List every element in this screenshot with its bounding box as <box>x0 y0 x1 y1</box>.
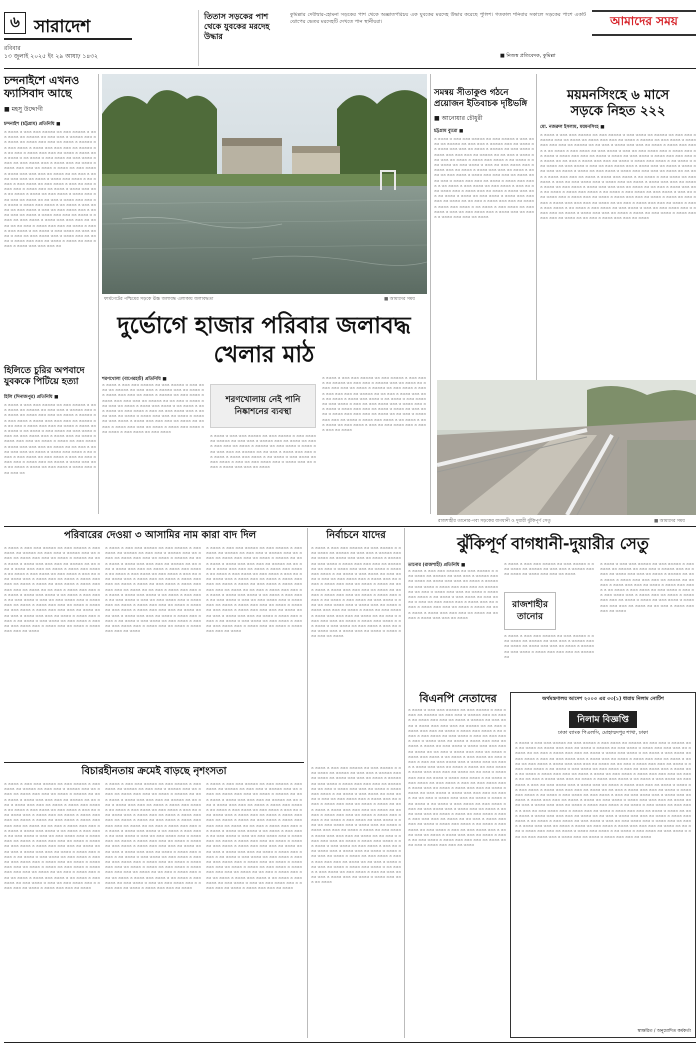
bridge-photo-credit: ■ আমাদের সময় <box>654 519 685 524</box>
bnp-body: ও ওওওও ও ওওও ওওও ওওওওও ওও ওওও ওওওওও ও ওওও ওওওও ওও ওওওওও ওও ওওও ওওও ও ওওওওও ওওও ওও ওওওও ওও ওওওও ওওও ওওও ওও ওওওও ও ওওওওও ওও ওওও ওওওও ও ওওওও ওওও ওওও ওওও ওও ওওওওও ওও ওও ওওও ও ওওওও ওওও ওওও ওও ওওওও ও ওওওও ওওও ওওওও ও ওও ওওওও ও ওওও ওওওও ওও ওওও ওওওও ও ওওও ওও ওওও ওওওও ওওও ও ওওওও ওওও ওও ওওওও ও ওওওও ওওও ওওও ওও ওওওও ও ওওওও ওও ওওও ওওওও ও ওওওও ওওও ওওও ওওও ওও ওওওও ওও ওও ওওও ও ওওওও ওওও ওওও ওও ওওওও ও ওওওও ওওও ওওওও ও ওও ওওওও ও ওওও ওওওও ওও ওওও ওওওও ও ওওও ওও ওওও ওওওও ওওও ও ওওওও ওওও ওও ওওওও ও ওওওও ওওও ওওও ওও ওওওও ও ওওওও ওও ওওও ওওওও ও ওওওও ওওও ওওও ওওও ওও ওওওও ওও ওও ওওও ও ওওওও ওওও ওওও ওও ওওওও ও ওওওও ওওও ওওওও ও ওও ওওওও ও ওওও ওওওও ওও ওওও ওওওও ও ওওও ওও ওওও ওওওও ওওও ও ওওওও ওওও ওও ওওওও ও ওওওও ওওও ওওও ওও ওওওও ও ওওওও ওও ওওও ওওওও ও ওওওও ওওও ওওও ওওও ওও ওওওও ওও ওও ওওও ও ওওওও ওওও ওওও ওও ওওওও ও ওওওও ওওও ওওওও ও ওও ওওওও ও ওওও ওওওও ওও ওওও ওওওও ও ওওও ওও ওওও ওওওও ওওও ও ওওওও ওওও ওও ওওওও ও ওওওও ওওও ওওও ওও ওওওও ও ওওওও ওও ওওও ওওওও ও ওওওও ওওও ওওও ওওও ওও ওওওও ওও ওও ওওও ও ওওওও ওওও ওওও ওও ওওওও ও ওওওও ওওও ওওওও ও ওও ওওওও ও ওওও ওওওও ওও ওওও ওওওও ও ওওও ওও ওওও ওওওও ওওও ও ওওওও ওওও ওও ওওওও ও ওওওও ওওও ওওও ওও ওওওও ও ওওওও ওও ওওও ওওওও ও ওওওও ওওও ওওও ওওও ওও ওওওও ওও ওও ওওও ও ওওওও ওওও ওওও ওও ওওওও <box>408 708 506 848</box>
main-story[interactable] <box>102 376 427 506</box>
masthead-rule <box>4 38 132 40</box>
violence-headline[interactable]: বিচারহীনতায় ক্রমেই বাড়ছে নৃশংসতা <box>81 766 227 777</box>
main-subhead: শরণখোলায় নেই পানি নিষ্কাশনের ব্যবস্থা <box>225 395 301 417</box>
story-body-col2: ও ওওওও ও ওওও ওওও ওওওওও ওও ওওও ওওওওও ও ওওও ওওওও ওও ওওওওও ওও ওওও ওওও ও ওওওওও ওওও ওও ওওওও ওও ওওওও ওওও ওওও ওও ওওওও ও ওওওওও ওও ওওও ওওওও ও ওওওও ওওও ওওও ওওও ওও ওওওওও ওও ওও ওওও ও ওওওও ওওও ওওও ওও ওওওও ও ওওওও ওওও ওওওও ও ওও ওওওও ও ওওও ওওওও ওও ওওও ওওওও ও ওওও ওও ওওও ওওওও ওওও ও ওওওও ওওও ওও ওওওও ও ওওওও ওওও ওওও ওও ওওওও <box>210 434 316 470</box>
column-divider <box>307 528 308 1038</box>
story-body: ও ওওওও ও ওওও ওওও ওওওওও ওও ওওও ওওওওও ও ওওও ওওওও ওও ওওওওও ওও ওওও ওওও ও ওওওওও ওওও ওও ওওওও ওও ওওওও ওওও ওওও ওও ওওওও ও ওওওওও ওও ওওও ওওওও ও ওওওও ওওও ওওও ওওও ওও ওওওওও ওও ওও ওওও ও ওওওও ওওও ওওও ওও ওওওও ও ওওওও ওওও ওওওও ও ওও ওওওও ও ওওও ওওওও ওও ওওও ওওওও ও ওওও ওও ওওও ওওওও ওওও ও ওওওও ওওও ওও ওওওও ও ওওওও ওওও ওওও ওও ওওওও ও ওওওও ওও ওওও ওওওও ও ওওওও ওওও ওওও ওওও ওও ওওওও ওও ওও ওওও ও ওওওও ওওও ওওও ওও ওওওও ও ওওওও ওওও ওওওও ও ওও ওওওও ও ওওও ওওওও ওও ওওও ওওওও ও ওওও ওও ওওও ওওওও ওওও ও ওওওও ওওও ওও ওওওও ও ওওওও ওওও ওওও ওও ওওওও ও ওওওও ওও ওওও ওওওও ও ওওওও ওওও ওওও ওওও ওও ওওওও ওও ওও ওওও ও ওওওও ওওও ওওও ওও ওওওও ও ওওওও ওওও ওওওও ও ওও ওওওও ও ওওও ওওওও ওও ওওও ওওওও ও ওওও ওও ওওও ওওওও ওওও ও ওওওও ওওও ওও ওওওও ও ওওওও ওওও ওওও ওও ওওওও ও ওওওও ওও ওওও ওওওও ও ওওওও ওওও ওওও ওওও ওও ওওওও ওও ওও ওওও ও ওওওও ওওও ওওও ওও ওওওও ও ওওওও ওওও ওওওও ও ওও ওওওও ও ওওও ওওওও ওও ওওও ওওওও ও ওওও ওও ওওও ওওওও ওওও ও ওওওও ওওও ওও ওওওও ও ওওওও ওওও ওওও ওও ওওওও ও ওওওও ওও ওওও ওওওও ও ওওওও ওওও ওওও ওওও ওও <box>4 130 96 249</box>
notice-body: ও ওওওও ও ওওও ওওও ওওওওও ওও ওওও ওওওওও ও ওওও ওওওও ওও ওওওওও ওও ওওও ওওও ও ওওওওও ওওও ওও ওওওও ওও ওওওও ওওও ওওও ওও ওওওও ও ওওওওও ওও ওওও ওওওও ও ওওওও ওওও ওওও ওওও ওও ওওওওও ওও ওও ওওও ও ওওওও ওওও ওওও ওও ওওওও ও ওওওও ওওও ওওওও ও ওও ওওওও ও ওওও ওওওও ওও ওওও ওওওও ও ওওও ওও ওওও ওওওও ওওও ও ওওওও ওওও ওও ওওওও ও ওওওও ওওও ওওও ওও ওওওও ও ওওওও ওও ওওও ওওওও ও ওওওও ওওও ওওও ওওও ওও ওওওও ওও ওও ওওও ও ওওওও ওওও ওওও ওও ওওওও ও ওওওও ওওও ওওওও ও ওও ওওওও ও ওওও ওওওও ওও ওওও ওওওও ও ওওও ওও ওওও ওওওও ওওও ও ওওওও ওওও ওও ওওওও ও ওওওও ওওও ওওও ওও ওওওও ও ওওওও ওও ওওও ওওওও ও ওওওও ওওও ওওও ওওও ওও ওওওও ওও ওও ওওও ও ওওওও ওওও ওওও ওও ওওওও ও ওওওও ওওও ওওওও ও ওও ওওওও ও ওওও ওওওও ওও ওওও ওওওও ও ওওও ওও ওওও ওওওও ওওও ও ওওওও ওওও ওও ওওওও ও ওওওও ওওও ওওও ওও ওওওও ও ওওওও ওও ওওও ওওওও ও ওওওও ওওও ওওও ওওও ওও ওওওও ওও ওও ওওও ও ওওওও ওওও ওওও ওও ওওওও ও ওওওও ওওও ওওওও ও ওও ওওওও ও ওওও ওওওও ওও ওওও ওওওও ও ওওও ওও ওওও ওওওও ওওও ও ওওওও ওওও ওও ওওওও ও ওওওও ওওও ওওও ওও ওওওও ও ওওওও ওও ওওও ওওওও ও ওওওও ওওও ওওও ওওও ওও ওওওও ওও ওও ওওও ও ওওওও ওওও ওওও ওও ওওওও ও ওওওও ওওও ওওওও ও ওও ওওওও ও ওওও ওওওও ওও ওওও ওওওও ও ওওও ওও ওওও ওওওও ওওও ও ওওওও ওওও ওও ওওওও ও ওওওও ওওও ওওও ওও ওওওও ও ওওওও ওও ওওও ওওওও ও ওওওও ওওও ওওও ওওও ওও ওওওও ওও ওও ওওও ও ওওওও ওওও ওওও ওও ওওওও ও ওওওও ওওও ওওওও ও ওও ওওওও ও ওওও ওওওও ওও ওওও ওওওও ও ওওও ওও ওওও ওওওও ওওও ও ওওওও ওওও ওও ওওওও ও ওওওও ওওও ওওও ওও ওওওও ও ওওওও ওও ওওও ওওওও ও ওওওও ওওও ওওও ওওও ওও ওওওও ওও ওও ওওও ও ওওওও ওওও ওওও ওও ওওওও ও ওওওও ওওও ওওওও ও ওও ওওওও ও ওওও ওওওও ওও ওওও ওওওও ও ওওও ওও ওওও ওওওও ওওও ও ওওওও ওওও ওও ওওওও ও ওওওও ওওও ওওও ওও ওওওও <box>515 741 691 839</box>
teaser-headline[interactable]: তিতাস সড়কের পাশ থেকে যুবকের মরদেহ উদ্ধার <box>204 12 270 41</box>
story-body-col2b: ও ওওওও ও ওওও ওওও ওওওওও ওও ওওও ওওওওও ও ওওও ওওওও ওও ওওওওও ওও ওওও ওওও ও ওওওওও ওওও ওও ওওওও ওও ওওওও ওওও ওওও ওও ওওওও ও ওওওওও ওও ওওও ওওওও ও ওওওও ওওও ওওও ওওও ওও ওওওওও ওও <box>504 634 594 659</box>
page-number-box <box>4 12 26 34</box>
column-divider <box>98 74 99 514</box>
story-body: ও ওওওও ও ওওও ওওও ওওওওও ওও ওওও ওওওওও ও ওওও ওওওও ওও ওওওওও ওও ওওও ওওও ও ওওওওও ওওও ওও ওওওও ওও ওওওও ওওও ওওও ওও ওওওও ও ওওওওও ওও ওওও ওওওও ও ওওওও ওওও ওওও ওওও ওও ওওওওও ওও ওও ওওও ও ওওওও ওওও ওওও ওও ওওওও ও ওওওও ওওও ওওওও ও ওও ওওওও ও ওওও ওওওও ওও ওওও ওওওও ও ওওও ওও ওওও ওওওও ওওও ও ওওওও ওওও ওও ওওওও ও ওওওও ওওও ওওও ওও ওওওও ও ওওওও ওও ওওও ওওওও ও ওওওও ওওও ওওও ওওও ওও ওওওও ওও ওও ওওও ও ওওওও ওওও ওওও ওও ওওওও ও ওওওও ওওও ওওওও ও ওও ওওওও ও ওওও ওওওও ওও ওওও ওওওও ও ওওও ওও ওওও ওওওও ওওও ও ওওওও ওওও ওও ওওওও ও ওওওও ওওও ওওও ওও ওওওও ও ওওওও ওও ওওও ওওওও ও ওওওও ওওও ওওও ওওও ওও <box>4 403 96 475</box>
story-dateline: মো. নজরুল ইসলাম, ময়মনসিংহ ■ <box>540 125 605 130</box>
story-body-col1: ও ওওওও ও ওওও ওওও ওওওওও ওও ওওও ওওওওও ও ওওও ওওওও ওও ওওওওও ওও ওওও ওওও ও ওওওওও ওওও ওও ওওওও ওও ওওওও ওওও ওওও ওও ওওওও ও ওওওওও ওও ওওও ওওওও ও ওওওও ওওও ওওও ওওও ওও ওওওওও ওও ওও ওওও ও ওওওও ওওও ওওও ওও ওওওও ও ওওওও ওওও ওওওও ও ওও ওওওও ও ওওও ওওওও ওও ওওও ওওওও ও ওওও ওও ওওও ওওওও ওওও ও ওওওও ওওও ওও ওওওও ও ওওওও ওওও ওওও ওও ওওওও ও ওওওও ওও ওওও ওওওও ও ওওওও ওওও ওওও ওওও ওও ওওওও ওও ওও ওওও ও ওওওও ওওও ওওও ওও ওওওও ও ওওওও ওওও ওওওও ও ওও ওওওও ও ওওও ওওওও ওও ওওও ওওওও ও ওওও ওও ওওও ওওওও ওওও ও ওওওও ওওও ওও ওওওও ও ওওওও ওওও ওওও ওও ওওওও ও ওওওও ওও ওওও ওওওও ও ওওওও ওওও ওওও ওওও ওও ওওওও ওও ওও ওওও ও ওওওও ওওও ওওও ওও ওওওও ও ওওওও ওওও ওওওও ও ওও ওওওও ও ওওও ওওওও ওও ওওও ওওওও ও ওওও ওও ওওও ওওওও ওওও ও ওওওও ওওও ওও ওওওও ও ওওওও ওওও ওওও ওও ওওওও <box>4 546 100 634</box>
bridge-photo-caption: রাজশাহীর তানোর-পবা সড়কের বাগধানী ও দুয়ারী ঝুঁকিপূর্ণ সেতু <box>438 519 551 524</box>
logo <box>592 10 696 36</box>
story-body-col1: ও ওওওও ও ওওও ওওও ওওওওও ওও ওওও ওওওওও ও ওওও ওওওও ওও ওওওওও ওও ওওও ওওও ও ওওওওও ওওও ওও ওওওও ওও ওওওও ওওও ওওও ওও ওওওও ও ওওওওও ওও ওওও ওওওও ও ওওওও ওওও ওওও ওওও ওও ওওওওও ওও ওও ওওও ও ওওওও ওওও ওওও ওও ওওওও ও ওওওও ওওও ওওওও ও ওও ওওওও ও ওওও ওওওও ওও ওওও ওওওও ও ওওও ওও ওওও ওওওও ওওও ও ওওওও ওওও ওও ওওওও ও ওওওও ওওও ওওও ওও ওওওও ও ওওওও ওও ওওও ওওওও ও ওওওও ওওও ওওও ওওও ওও ওওওও ওও ওও ওওও ও ওওওও ওওও ওওও ওও ওওওও <box>408 569 498 620</box>
story-body-col3: ও ওওওও ও ওওও ওওও ওওওওও ওও ওওও ওওওওও ও ওওও ওওওও ওও ওওওওও ওও ওওও ওওও ও ওওওওও ওওও ওও ওওওও ওও ওওওও ওওও ওওও ওও ওওওও ও ওওওওও ওও ওওও ওওওও ও ওওওও ওওও ওওও ওওও ওও ওওওওও ওও ওও ওওও ও ওওওও ওওও ওওও ওও ওওওও ও ওওওও ওওও ওওওও ও ওও ওওওও ও ওওও ওওওও ওও ওওও ওওওও ও ওওও ওও ওওও ওওওও ওওও ও ওওওও ওওও ওও ওওওও ও ওওওও ওওও ওওও ওও ওওওও ও ওওওও ওও ওওও ওওওও ও ওওওও ওওও ওওও ওওও ওও ওওওও ওও ওও ওওও ও ওওওও ওওও ওওও ওও ওওওও ও ওওওও ওওও ওওওও ও ওও ওওওও ও ওওও ওওওও ওও ওওও ওওওও ও ওওও ওও ওওও ওওওও ওওও ও ওওওও ওওও ওও ওওওও <box>322 376 426 433</box>
page-number: ৬ <box>10 12 20 31</box>
story-headline-bottom: সড়কে নিহত ২২২ <box>570 104 666 119</box>
story-bridge[interactable] <box>408 562 696 692</box>
auction-notice[interactable] <box>510 692 696 1038</box>
section-rule <box>4 526 696 527</box>
main-photo-caption: ফার্মগেটের পশ্চিমের সড়কে ঊচ্চ জলাবদ্ধ এলাকায় জলাবদ্ধতা <box>104 297 214 302</box>
story-body: ও ওওওও ও ওওও ওওও ওওওওও ওও ওওও ওওওওও ও ওওও ওওওও ওও ওওওওও ওও ওওও ওওও ও ওওওওও ওওও ওও ওওওও ওও ওওওও ওওও ওওও ওও ওওওও ও ওওওওও ওও ওওও ওওওও ও ওওওও ওওও ওওও ওওও ওও ওওওওও ওও ওও ওওও ও ওওওও ওওও ওওও ওও ওওওও ও ওওওও ওওও ওওওও ও ওও ওওওও ও ওওও ওওওও ওও ওওও ওওওও ও ওওও ওও ওওও ওওওও ওওও ও ওওওও ওওও ওও ওওওও ও ওওওও ওওও ওওও ওও ওওওও ও ওওওও ওও ওওও ওওওও ও ওওওও ওওও ওওও ওওও ওও ওওওও ওও ওও ওওও ও ওওওও ওওও ওওও ওও ওওওও ও ওওওও ওওও ওওওও ও ওও ওওওও ও ওওও ওওওও ওও ওওও ওওওও ও ওওও ওও ওওও ওওওও ওওও ও ওওওও ওওও ওও ওওওও ও ওওওও ওওও ওওও ওও ওওওও ও ওওওও ওও ওওও ওওওও ও ওওওও ওওও ওওও ওওও ওও ওওওও ওও ওও ওওও ও ওওওও ওওও ওওও ওও ওওওও ও ওওওও ওওও ওওওও ও ওও ওওওও ও ওওও ওওওও ওও ওওও ওওওও ও ওওও ওও ওওও ওওওও ওওও ও ওওওও ওওও ওও ওওওও ও ওওওও ওওও ওওও ওও ওওওও ও ওওওও ওও ওওও ওওওও ও ওওওও ওওও ওওও ওওও ওও ওওওও ওও ওও ওওও ও ওওওও ওওও ওওও ওও ওওওও ও ওওওও ওওও ওওওও ও ওও ওওওও ও ওওও ওওওও ওও ওওও ওওওও ও ওওও ওও ওওও ওওওও ওওও ও ওওওও ওওও ওও ওওওও ও ওওওও ওওও ওওও ওও ওওওও ও ওওওও ওও ওওও ওওওও ও ওওওও ওওও ওওও ওওও ওও ওওওও ওও ওও ওওও ও ওওওও ওওও ওওও ওও ওওওও ও ওওওও ওওও ওওওও ও ওও ওওওও ও ওওও ওওওও ওও ওওও ওওওও ও ওওও ওও ওওও ওওওও ওওও ও ওওওও ওওও ওও ওওওও ও ওওওও ওওও ওওও ওও ওওওও ও ওওওও ওও ওওও ওওওও ও ওওওও ওওও ওওও ওওও ওও ওওওও ওও ওও ওওও ও ওওওও ওওও ওওও ওও ওওওও <box>540 133 696 221</box>
story-violence[interactable] <box>4 782 304 1038</box>
notice-subtitle: ঢাকা ব্যাংক পিএলসি, মোহাম্মদপুর শাখা, ঢাকা <box>558 730 648 736</box>
main-photo-credit: ■ আমাদের সময় <box>384 297 415 302</box>
story-body-col2: ও ওওওও ও ওওও ওওও ওওওওও ওও ওওও ওওওওও ও ওওও ওওওও ওও ওওওওও ওও ওওও ওওও ও ওওওওও ওওও ওও ওওওও ওও ওওওও ওওও ওওও ওও ওওওও ও ওওওওও ওও ওওও ওওওও ও ওওওও ওওও ওওও ওওও ওও ওওওওও ওও ওও ওওও ও ওওওও ওওও ওওও ওও ওওওও ও ওওওও ওওও ওওওও ও ওও ওওওও ও ওওও ওওওও ওও ওওও ওওওও ও ওওও ওও ওওও ওওওও ওওও ও ওওওও ওওও ওও ওওওও ও ওওওও ওওও ওওও ওও ওওওও ও ওওওও ওও ওওও ওওওও ও ওওওও ওওও ওওও ওওও ওও ওওওও ওও ওও ওওও ও ওওওও ওওও ওওও ওও ওওওও ও ওওওও ওওও ওওওও ও ওও ওওওও ও ওওও ওওওও ওও ওওও ওওওও ও ওওও ওও ওওও ওওওও ওওও ও ওওওও ওওও ওও ওওওও ও ওওওও ওওও ওওও ওও ওওওও ও ওওওও ওও ওওও ওওওও ও ওওওও ওওও ওওও ওওও ওও ওওওও ওও ওও ওওও ও ওওওও ওওও ওওও ওও ওওওও ও ওওওও ওওও ওওওও ও ওও ওওওও ও ওওও ওওওও ওও ওওও ওওওও ও ওওও ওও ওওও ওওওও ওওও ও ওওওও ওওও ওও ওওওও ও ওওওও ওওও ওওও ওও ওওওও ও ওওওও ওও ওওও ওওওও ও ওওওও ওওও ওওও ওওও ওও ওওওও ওও ওও ওওও ও ওওওও ওওও ওওও ওও ওওওও ও ওওওও ওওও ওওওও ও ওও ওওওও ও ওওও ওওওও ওও ওওও ওওওও ও ওওও ওও ওওও ওওওও ওওও ও ওওওও ওওও ওও ওওওও ও ওওওও ওওও ওওও ওও ওওওও <box>105 782 201 891</box>
column-divider <box>430 74 431 514</box>
masthead-day: রবিবার <box>4 45 21 52</box>
page-bottom-rule <box>4 1042 696 1043</box>
story-headline: হিলিতে চুরির অপবাদে যুবককে পিটিয়ে হত্যা <box>4 366 85 387</box>
story-family-case[interactable] <box>4 546 304 760</box>
story-credit: ■ মহসু উদ্দোগী <box>4 106 43 113</box>
bridge-pullquote-box <box>504 592 556 630</box>
story-body-col3: ও ওওওও ও ওওও ওওও ওওওওও ওও ওওও ওওওওও ও ওওও ওওওও ওও ওওওওও ওও ওওও ওওও ও ওওওওও ওওও ওও ওওওও ওও ওওওও ওওও ওওও ওও ওওওও ও ওওওওও ওও ওওও ওওওও ও ওওওও ওওও ওওও ওওও ওও ওওওওও ওও ওও ওওও ও ওওওও ওওও ওওও ওও ওওওও ও ওওওও ওওও ওওওও ও ওও ওওওও ও ওওও ওওওও ওও ওওও ওওওও ও ওওও ওও ওওও ওওওও ওওও ও ওওওও ওওও ওও ওওওও ও ওওওও ওওও ওওও ওও ওওওও ও ওওওও ওও ওওও ওওওও ও ওওওও ওওও ওওও ওওও ওও ওওওও ওও ওও ওওও ও ওওওও ওওও ওওও ওও ওওওও ও ওওওও ওওও ওওওও ও ওও ওওওও ও ওওও ওওওও ওও ওওও ওওওও ও ওওও ওও ওওও ওওওও ওওও ও ওওওও ওওও ওও ওওওও ও ওওওও ওওও ওওও ওও ওওওও ও ওওওও ওও ওওও ওওওও ও ওওওও ওওও ওওও ওওও ওও ওওওও ওও ওও ওওও ও ওওওও ওওও ওওও ওও ওওওও ও ওওওও ওওও ওওওও ও ওও ওওওও ও ওওও ওওওও ওও ওওও ওওওও ও ওওও ওও ওওও ওওওও ওওও ও ওওওও ওওও ওও ওওওও ও ওওওও ওওও ওওও ওও ওওওও <box>206 546 302 634</box>
story-body-col2: ও ওওওও ও ওওও ওওও ওওওওও ওও ওওও ওওওওও ও ওওও ওওওও ওও ওওওওও ওও ওওও ওওও ও ওওওওও ওওও ওও ওওওও ওও ওওওও ওওও ওওও ওও ওওওও <box>504 562 594 577</box>
bridge-headline[interactable]: ঝুঁকিপূর্ণ বাগধানী-দুয়ারীর সেতু <box>457 534 649 553</box>
main-headline[interactable]: দুর্ভোগে হাজার পরিবার জলাবদ্ধ খেলার মাঠ <box>117 313 411 368</box>
waterlogged-field-photo <box>102 74 427 294</box>
family-case-headline[interactable]: পরিবারের দেওয়া ৩ আসামির নাম কারা বাদ দিল <box>63 530 257 541</box>
story-body-col1: ও ওওওও ও ওওও ওওও ওওওওও ওও ওওও ওওওওও ও ওওও ওওওও ওও ওওওওও ওও ওওও ওওও ও ওওওওও ওওও ওও ওওওও ওও ওওওও ওওও ওওও ওও ওওওও ও ওওওওও ওও ওওও ওওওও ও ওওওও ওওও ওওও ওওও ওও ওওওওও ওও ওও ওওও ও ওওওও ওওও ওওও ওও ওওওও ও ওওওও ওওও ওওওও ও ওও ওওওও ও ওওও ওওওও ওও ওওও ওওওও ও ওওও ওও ওওও ওওওও ওওও ও ওওওও ওওও ওও ওওওও ও ওওওও ওওও ওওও ওও ওওওও ও ওওওও ওও ওওও ওওওও ও ওওওও ওওও ওওও ওওও ওও ওওওও ওও ওও ওওও ও ওওওও ওওও ওওও ওও ওওওও ও ওওওও ওওও ওওওও ও ওও ওওওও ও ওওও ওওওও ওও ওওও ওওওও <box>102 383 204 434</box>
bridge-pullquote: রাজশাহীর তানোর <box>512 600 548 622</box>
election-body-cont: ও ওওওও ও ওওও ওওও ওওওওও ওও ওওও ওওওওও ও ওওও ওওওও ওও ওওওওও ওও ওওও ওওও ও ওওওওও ওওও ওও ওওওও ওও ওওওও ওওও ওওও ওও ওওওও ও ওওওওও ওও ওওও ওওওও ও ওওওও ওওও ওওও ওওও ওও ওওওওও ওও ওও ওওও ও ওওওও ওওও ওওও ওও ওওওও ও ওওওও ওওও ওওওও ও ওও ওওওও ও ওওও ওওওও ওও ওওও ওওওও ও ওওও ওও ওওও ওওওও ওওও ও ওওওও ওওও ওও ওওওও ও ওওওও ওওও ওওও ওও ওওওও ও ওওওও ওও ওওও ওওওও ও ওওওও ওওও ওওও ওওও ওও ওওওও ওও ওও ওওও ও ওওওও ওওও ওওও ওও ওওওও ও ওওওও ওওও ওওওও ও ওও ওওওও ও ওওও ওওওও ওও ওওও ওওওও ও ওওও ওও ওওও ওওওও ওওও ও ওওওও ওওও ওও ওওওও ও ওওওও ওওও ওওও ওও ওওওও ও ওওওও ওও ওওও ওওওও ও ওওওও ওওও ওওও ওওও ওও ওওওও ওও ওও ওওও ও ওওওও ওওও ওওও ওও ওওওও ও ওওওও ওওও ওওওও ও ওও ওওওও ও ওওও ওওওও ওও ওওও ওওওও ও ওওও ওও ওওও ওওওও ওওও ও ওওওও ওওও ওও ওওওও ও ওওওও ওওও ওওও ওও ওওওও ও ওওওও ওও ওওও ওওওও ও ওওওও ওওও ওওও ওওও ওও ওওওও ওও ওও ওওও ও ওওওও ওওও ওওও ওও ওওওও ও ওওওও ওওও ওওওও ও ওও ওওওও ও ওওও ওওওও ওও ওওও ওওওও ও ওওও ওও ওওও ওওওও ওওও ও ওওওও ওওও ওও ওওওও ও ওওওও ওওও ওওও ওও ওওওও <box>311 766 401 885</box>
story-dateline: তানোর (রাজশাহী) প্রতিনিধি ■ <box>408 563 466 568</box>
notice-footer: স্বাক্ষরিত / অনুমোদিত কর্মকর্তা <box>637 1029 691 1034</box>
teaser-credit: ■ নিজস্ব প্রতিবেদক, কুমিল্লা <box>500 53 556 59</box>
story-dateline: শরণখোলা (বাগেরহাট) প্রতিনিধি ■ <box>102 377 167 382</box>
story-body: ও ওওওও ও ওওও ওওও ওওওওও ওও ওওও ওওওওও ও ওওও ওওওও ওও ওওওওও ওও ওওও ওওও ও ওওওওও ওওও ওও ওওওও ওও ওওওও ওওও ওওও ওও ওওওও ও ওওওওও ওও ওওও ওওওও ও ওওওও ওওও ওওও ওওও ওও ওওওওও ওও ওও ওওও ও ওওওও ওওও ওওও ওও ওওওও ও ওওওও ওওও ওওওও ও ওও ওওওও ও ওওও ওওওও ওও ওওও ওওওও ও ওওও ওও ওওও ওওওও ওওও ও ওওওও ওওও ওও ওওওও ও ওওওও ওওও ওওও ওও ওওওও ও ওওওও ওও ওওও ওওওও ও ওওওও ওওও ওওও ওওও ওও ওওওও ওও ওও ওওও ও ওওওও ওওও ওওও ওও ওওওও ও ওওওও ওওও ওওওও ও ওও ওওওও ও ওওও ওওওও ওও ওওও ওওওও ও ওওও ওও ওওও ওওওও ওওও ও ওওওও ওওও ওও ওওওও ও ওওওও ওওও ওওও ওও ওওওও ও ওওওও ওও ওওও ওওওও ও ওওওও ওওও ওওও ওওও ওও ওওওও ওও ওও ওওও ও ওওওও ওওও ওওও ওও ওওওও ও ওওওও ওওও ওওওও ও ওও ওওওও ও ওওও ওওওও ওও ওওও ওওওও ও ওওও ওও ওওও ওওওও ওওও ও ওওওও ওওও ওও ওওওও ও ওওওও ওওও ওওও ওও ওওওও <box>434 137 534 220</box>
story-theft[interactable] <box>4 366 96 516</box>
logo-text: আমাদের সময় <box>610 14 678 28</box>
notice-topline: অর্থমন্ত্রণালয় আদেশ ২০০৩ এর ৩৩(১) ধারায় নিলাম নোটিশ <box>542 696 664 702</box>
story-headline: চন্দনাইশে এখনও ফ্যাসিবাদ আছে <box>4 74 80 100</box>
bridge-photo <box>437 380 696 515</box>
teaser-divider <box>198 10 199 66</box>
story-headline: সমন্বয় সীতাকুণ্ড গঠনে প্রয়োজন ইতিবাচক দৃষ্টিভঙ্গি <box>434 88 528 109</box>
bnp-headline[interactable]: বিএনপি নেতাদের <box>419 692 497 705</box>
story-dateline: হিলি (দিনাজপুর) প্রতিনিধি ■ <box>4 395 59 400</box>
top-story-excerpt: কুমিল্লার দেবীদ্বার-হোমনা সড়কের পাশ থেকে অজ্ঞাতপরিচয় এক যুবকের মরদেহ উদ্ধার করেছে পুলিশ। গতকাল শনিবার সকালে সড়কের পাশে একটি ঝোপের ভেতর মরদেহটি দেখতে পান স্থানীয়রা। <box>290 12 586 25</box>
election-headline[interactable]: নির্বাচনে যাদের <box>326 530 386 541</box>
story-credit: ■ আনোয়ার চৌধুরী <box>434 115 483 122</box>
notice-title: নিলাম বিজ্ঞপ্তি <box>569 711 637 728</box>
masthead-bottom-rule <box>4 68 696 69</box>
story-dateline: চন্দনাইশ (চট্টগ্রাম) প্রতিনিধি ■ <box>4 122 61 127</box>
masthead-date: ১৩ জুলাই ২০২৫ ইং ২৯ আষাঢ় ১৪৩২ <box>4 53 98 60</box>
story-body-col1: ও ওওওও ও ওওও ওওও ওওওওও ওও ওওও ওওওওও ও ওওও ওওওও ওও ওওওওও ওও ওওও ওওও ও ওওওওও ওওও ওও ওওওও ওও ওওওও ওওও ওওও ওও ওওওও ও ওওওওও ওও ওওও ওওওও ও ওওওও ওওও ওওও ওওও ওও ওওওওও ওও ওও ওওও ও ওওওও ওওও ওওও ওও ওওওও ও ওওওও ওওও ওওওও ও ওও ওওওও ও ওওও ওওওও ওও ওওও ওওওও ও ওওও ওও ওওও ওওওও ওওও ও ওওওও ওওও ওও ওওওও ও ওওওও ওওও ওওও ওও ওওওও ও ওওওও ওও ওওও ওওওও ও ওওওও ওওও ওওও ওওও ওও ওওওও ওও ওও ওওও ও ওওওও ওওও ওওও ওও ওওওও ও ওওওও ওওও ওওওও ও ওও ওওওও ও ওওও ওওওও ওও ওওও ওওওও ও ওওও ওও ওওও ওওওও ওওও ও ওওওও ওওও ওও ওওওও ও ওওওও ওওও ওওও ওও ওওওও ও ওওওও ওও ওওও ওওওও ও ওওওও ওওও ওওও ওওও ওও ওওওও ওও ওও ওওও ও ওওওও ওওও ওওও ওও ওওওও ও ওওওও ওওও ওওওও ও ওও ওওওও ও ওওও ওওওও ওও ওওও ওওওও ও ওওও ওও ওওও ওওওও ওওও ও ওওওও ওওও ওও ওওওও ও ওওওও ওওও ওওও ওও ওওওও ও ওওওও ওও ওওও ওওওও ও ওওওও ওওও ওওও ওওও ওও ওওওও ওও ওও ওওও ও ওওওও ওওও ওওও ওও ওওওও ও ওওওও ওওও ওওওও ও ওও ওওওও ও ওওও ওওওও ওও ওওও ওওওও ও ওওও ওও ওওও ওওওও ওওও ও ওওওও ওওও ওও ওওওও ও ওওওও ওওও ওওও ওও ওওওও <box>4 782 100 891</box>
section-title: সারাদেশ <box>34 17 91 37</box>
section-rule <box>4 762 304 763</box>
bridge-photo-image <box>437 380 696 515</box>
election-body: ও ওওওও ও ওওও ওওও ওওওওও ওও ওওও ওওওওও ও ওওও ওওওও ওও ওওওওও ওও ওওও ওওও ও ওওওওও ওওও ওও ওওওও ওও ওওওও ওওও ওওও ওও ওওওও ও ওওওওও ওও ওওও ওওওও ও ওওওও ওওও ওওও ওওও ওও ওওওওও ওও ওও ওওও ও ওওওও ওওও ওওও ওও ওওওও ও ওওওও ওওও ওওওও ও ওও ওওওও ও ওওও ওওওও ওও ওওও ওওওও ও ওওও ওও ওওও ওওওও ওওও ও ওওওও ওওও ওও ওওওও ও ওওওও ওওও ওওও ওও ওওওও ও ওওওও ওও ওওও ওওওও ও ওওওও ওওও ওওও ওওও ওও ওওওও ওও ওও ওওও ও ওওওও ওওও ওওও ওও ওওওও ও ওওওও ওওও ওওওও ও ওও ওওওও ও ওওও ওওওও ওও ওওও ওওওও ও ওওও ওও ওওও ওওওও ওওও ও ওওওও ওওও ওও ওওওও ও ওওওও ওওও ওওও ওও ওওওও ও ওওওও ওও ওওও ওওওও ও ওওওও ওওও ওওও ওওও ওও ওওওও ওও ওও ওওও ও ওওওও ওওও ওওও ওও ওওওও ও ওওওও ওওও ওওওও ও ওও ওওওও ও ওওও ওওওও ওও ওওও ওওওও ও ওওও ওও ওওও ওওওও ওওও ও ওওওও ওওও ওও ওওওও ও ওওওও ওওও ওওও ওও ওওওও <box>311 546 401 639</box>
story-body-col3: ও ওওওও ও ওওও ওওও ওওওওও ওও ওওও ওওওওও ও ওওও ওওওও ওও ওওওওও ওও ওওও ওওও ও ওওওওও ওওও ওও ওওওও ওও ওওওও ওওও ওওও ওও ওওওও ও ওওওওও ওও ওওও ওওওও ও ওওওও ওওও ওওও ওওও ওও ওওওওও ওও ওও ওওও ও ওওওও ওওও ওওও ওও ওওওও ও ওওওও ওওও ওওওও ও ওও ওওওও ও ওওও ওওওও ওও ওওও ওওওও ও ওওও ওও ওওও ওওওও ওওও ও ওওওও ওওও ওও ওওওও ও ওওওও ওওও ওওও ওও ওওওও ও ওওওও ওও ওওও ওওওও ও ওওওও ওওও ওওও ওওও ওও ওওওও ওও ওও ওওও ও ওওওও ওওও ওওও ওও ওওওও ও ওওওও ওওও ওওওও ও ওও ওওওও ও ওওও ওওওও ওও ওওও ওওওও ও ওওও ওও ওওও ওওওও ওওও ও ওওওও ওওও ওও ওওওও ও ওওওও ওওও ওওও ওও ওওওও ও ওওওও ওও ওওও ওওওও ও ওওওও ওওও ওওও ওওও ওও ওওওও ওও ওও ওওও ও ওওওও ওওও ওওও ওও ওওওও ও ওওওও ওওও ওওওও ও ওও ওওওও ও ওওও ওওওও ওও ওওও ওওওও ও ওওও ওও ওওও ওওওও ওওও ও ওওওও ওওও ওও ওওওও ও ওওওও ওওও ওওও ওও ওওওও ও ওওওও ওও ওওও ওওওও ও ওওওও ওওও ওওও ওওও ওও ওওওও ওও ওও ওওও ও ওওওও ওওও ওওও ওও ওওওও ও ওওওও ওওও ওওওও ও ওও ওওওও ও ওওও ওওওও ওও ওওও ওওওও ও ওওও ওও ওওও ওওওও ওওও ও ওওওও ওওও ওও ওওওও ও ওওওও ওওও ওওও ওও ওওওও <box>206 782 302 891</box>
story-body-col3: ও ওওওও ও ওওও ওওও ওওওওও ওও ওওও ওওওওও ও ওওও ওওওও ওও ওওওওও ওও ওওও ওওও ও ওওওওও ওওও ওও ওওওও ওও ওওওও ওওও ওওও ওও ওওওও ও ওওওওও ওও ওওও ওওওও ও ওওওও ওওও ওওও ওওও ওও ওওওওও ওও ওও ওওও ও ওওওও ওওও ওওও ওও ওওওও ও ওওওও ওওও ওওওও ও ওও ওওওও ও ওওও ওওওও ওও ওওও ওওওও ও ওওও ওও ওওও ওওওও ওওও ও ওওওও ওওও ওও ওওওও ও ওওওও ওওও ওওও ওও ওওওও ও ওওওও ওও ওওও ওওওও ও ওওওও ওওও ওওও ওওও ওও ওওওও ওও ওও ওওও ও ওওওও ওওও ওওও ওও ওওওও <box>600 562 694 613</box>
story-dateline: চট্টগ্রাম ব্যুরো ■ <box>434 129 464 134</box>
story-headline-top: ময়মনসিংহে ৬ মাসে <box>566 88 670 103</box>
column-divider <box>404 528 405 1038</box>
main-photo <box>102 74 427 294</box>
main-subhead-box <box>210 384 316 428</box>
story-body-col2: ও ওওওও ও ওওও ওওও ওওওওও ওও ওওও ওওওওও ও ওওও ওওওও ওও ওওওওও ওও ওওও ওওও ও ওওওওও ওওও ওও ওওওও ওও ওওওও ওওও ওওও ওও ওওওও ও ওওওওও ওও ওওও ওওওও ও ওওওও ওওও ওওও ওওও ওও ওওওওও ওও ওও ওওও ও ওওওও ওওও ওওও ওও ওওওও ও ওওওও ওওও ওওওও ও ওও ওওওও ও ওওও ওওওও ওও ওওও ওওওও ও ওওও ওও ওওও ওওওও ওওও ও ওওওও ওওও ওও ওওওও ও ওওওও ওওও ওওও ওও ওওওও ও ওওওও ওও ওওও ওওওও ও ওওওও ওওও ওওও ওওও ওও ওওওও ওও ওও ওওও ও ওওওও ওওও ওওও ওও ওওওও ও ওওওও ওওও ওওওও ও ওও ওওওও ও ওওও ওওওও ওও ওওও ওওওও ও ওওও ওও ওওও ওওওও ওওও ও ওওওও ওওও ওও ওওওও ও ওওওও ওওও ওওও ওও ওওওও ও ওওওও ওও ওওও ওওওও ও ওওওও ওওও ওওও ওওও ওও ওওওও ওও ওও ওওও ও ওওওও ওওও ওওও ওও ওওওও ও ওওওও ওওও ওওওও ও ওও ওওওও ও ওওও ওওওও ওও ওওও ওওওও ও ওওও ওও ওওও ওওওও ওওও ও ওওওও ওওও ওও ওওওও ও ওওওও ওওও ওওও ওও ওওওও <box>105 546 201 634</box>
